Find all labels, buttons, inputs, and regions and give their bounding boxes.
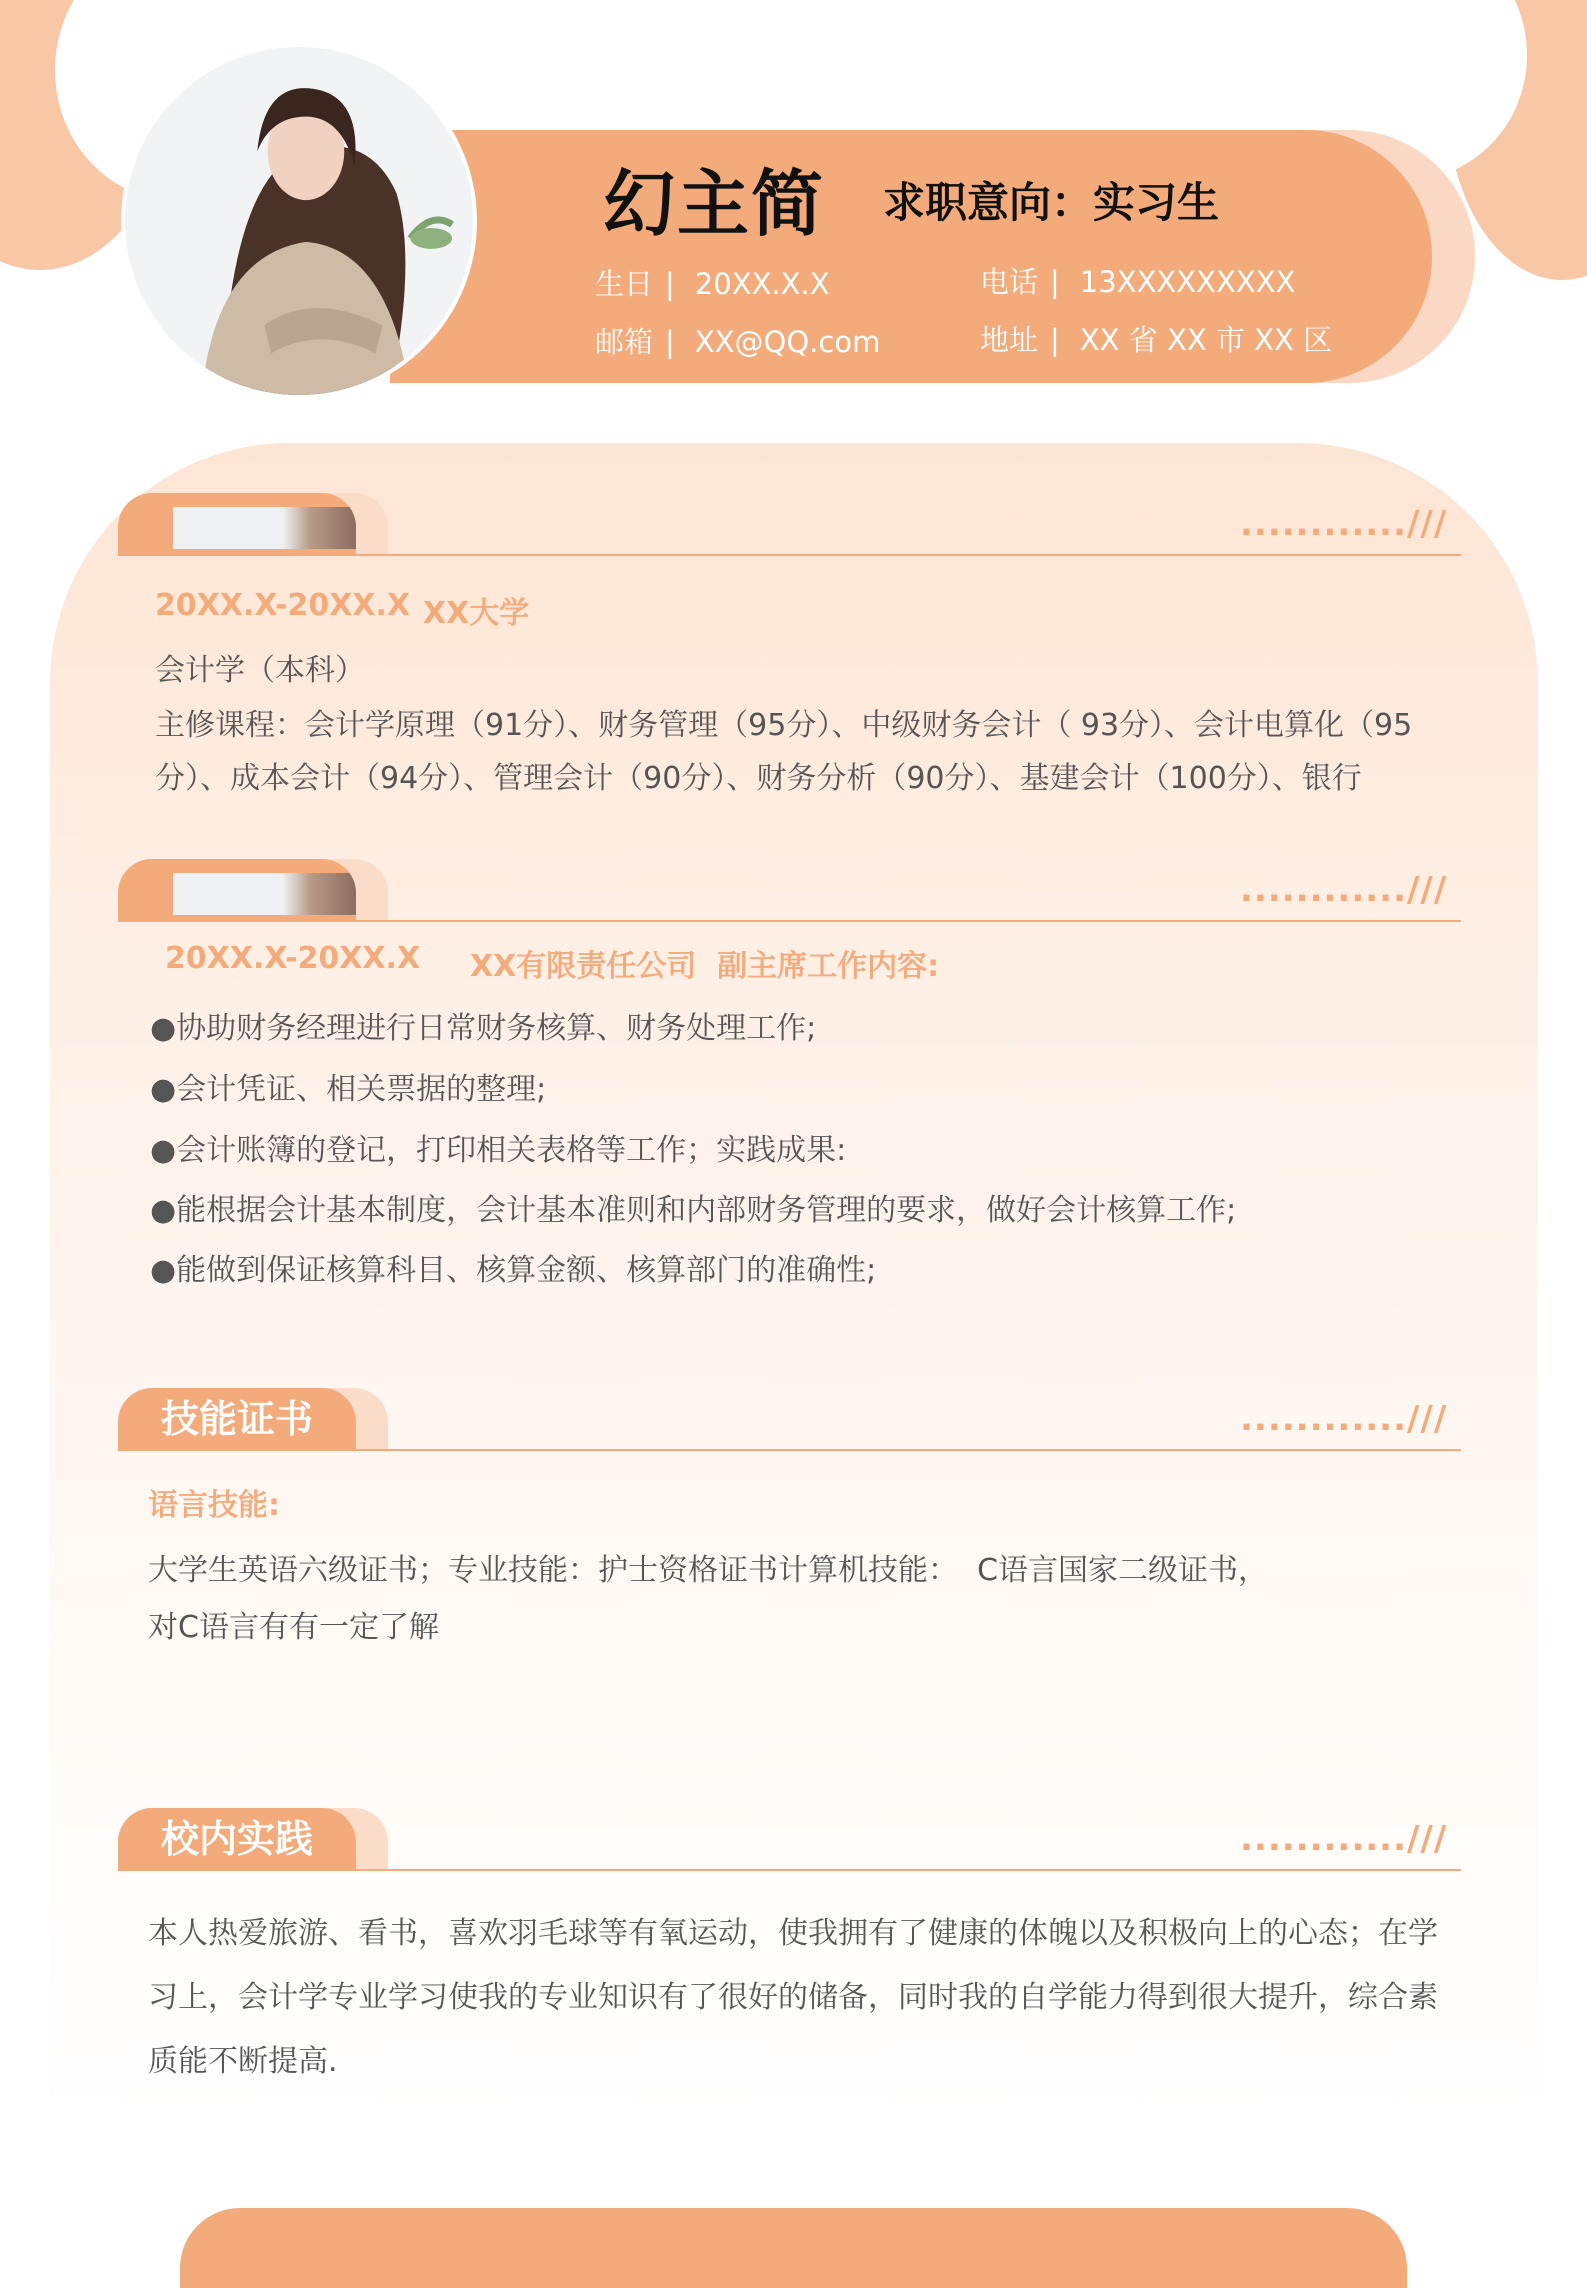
skills-line1: 大学生英语六级证书；专业技能：护士资格证书计算机技能： C语言国家二级证书， [148,1553,1269,1588]
education-tab-photo-strip [173,507,356,549]
address-value: XX 省 XX 市 XX 区 [1079,323,1333,357]
experience-decoration: ............/// [1240,870,1448,910]
birth-separator: | [665,267,675,301]
practice-divider [118,1869,1461,1871]
candidate-name: 幻主简 [603,162,826,246]
email-row [595,320,880,361]
skills-section-title: 技能证书 [160,1397,313,1441]
email-label: 邮箱 [595,325,654,359]
experience-company-role: XX有限责任公司 副主席工作内容: [470,949,940,984]
email-value: XX@QQ.com [694,325,881,359]
education-divider [118,554,1461,556]
experience-date: 20XX.X-20XX.X [165,941,421,976]
avatar-portrait-image [125,47,473,395]
bottom-decoration-bar [180,2208,1407,2288]
education-major: 会计学（本科） [155,653,365,688]
practice-line2: 习上，会计学专业学习使我的专业知识有了很好的储备，同时我的自学能力得到很大提升，综合素 [148,1980,1438,2015]
education-tab [118,493,356,555]
email-separator: | [665,325,675,359]
experience-item: ●能做到保证核算科目、核算金额、核算部门的准确性; [150,1253,877,1288]
birth-row [595,262,830,303]
experience-item: ●协助财务经理进行日常财务核算、财务处理工作; [150,1011,817,1046]
education-date: 20XX.X-20XX.X [155,588,411,623]
practice-decoration: ............/// [1240,1819,1448,1859]
address-separator: | [1050,323,1060,357]
phone-separator: | [1050,265,1060,299]
phone-value: 13XXXXXXXXX [1079,265,1296,299]
phone-label: 电话 [980,265,1039,299]
education-courses-line2: 分）、成本会计（94分）、管理会计（90分）、财务分析（90分）、基建会计（100分）、银行 [155,761,1362,796]
education-school: XX大学 [423,596,530,631]
birth-label: 生日 [595,267,654,301]
experience-tab-photo-strip [173,873,356,915]
experience-tab [118,859,356,921]
skills-line2: 对C语言有有一定了解 [148,1610,439,1645]
education-courses-line1: 主修课程：会计学原理（91分）、财务管理（95分）、中级财务会计（ 93分）、会计电算化（95 [155,708,1413,743]
experience-item: ●会计凭证、相关票据的整理; [150,1072,547,1107]
skills-subtitle: 语言技能: [148,1488,280,1523]
practice-line3: 质能不断提高. [148,2044,338,2079]
phone-row [980,260,1296,301]
job-intent: 求职意向：实习生 [883,178,1220,227]
experience-divider [118,920,1461,922]
experience-item: ●会计账簿的登记，打印相关表格等工作；实践成果: [150,1133,847,1168]
address-label: 地址 [980,323,1039,357]
practice-tab [118,1808,356,1870]
experience-item: ●能根据会计基本制度，会计基本准则和内部财务管理的要求，做好会计核算工作; [150,1193,1237,1228]
practice-line1: 本人热爱旅游、看书，喜欢羽毛球等有氧运动，使我拥有了健康的体魄以及积极向上的心态；在学 [148,1916,1438,1951]
birth-value: 20XX.X.X [694,267,830,301]
education-decoration: ............/// [1240,504,1448,544]
skills-tab [118,1388,356,1450]
avatar [125,47,473,395]
skills-decoration: ............/// [1240,1399,1448,1439]
practice-section-title: 校内实践 [160,1817,313,1861]
skills-divider [118,1449,1461,1451]
address-row [980,318,1332,359]
